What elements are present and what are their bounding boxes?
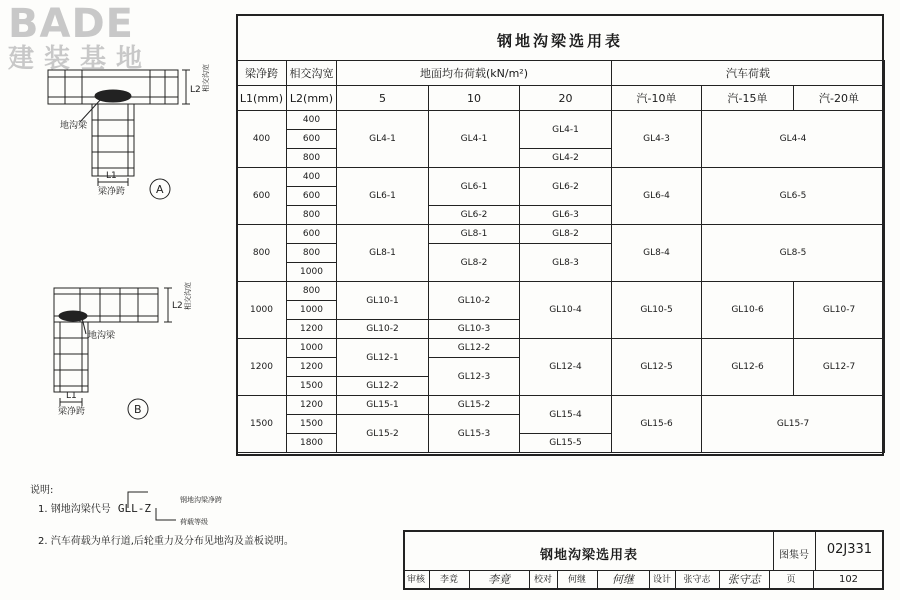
cell-span: 600 (237, 168, 287, 225)
header-span-2: L1(mm) (237, 86, 287, 111)
header-u5: 5 (337, 86, 429, 111)
cell-u5: GL10-2 (337, 320, 429, 339)
cell-u10: GL10-2 (429, 282, 520, 320)
cell-width: 800 (287, 206, 337, 225)
check-label: 校对 (533, 575, 552, 585)
cell-u20: GL6-2 (520, 168, 612, 206)
cell-v10: GL8-4 (612, 225, 702, 282)
cell-u20: GL4-1 (520, 111, 612, 149)
note-1-lower: 荷载等级 (180, 518, 208, 526)
cell-u10: GL12-2 (429, 339, 520, 358)
note-1-prefix: 1. 钢地沟梁代号 (38, 504, 111, 515)
logo-main-text: BADE (8, 1, 134, 47)
title-block-title: 钢地沟梁选用表 (539, 548, 638, 563)
cell-u20: GL12-4 (520, 339, 612, 396)
diagram-b-cross-label: 相交沟宽 (184, 282, 192, 310)
diagram-b-mark: B (134, 403, 142, 416)
page-number: 102 (838, 574, 859, 585)
cell-u5: GL10-1 (337, 282, 429, 320)
atlas-label: 图集号 (779, 550, 809, 561)
diagram-b-trench-label: 地沟梁 (88, 331, 116, 341)
check-signature: 何继 (612, 573, 634, 586)
cell-v15: GL10-6 (702, 282, 794, 339)
cell-u5: GL8-1 (337, 225, 429, 282)
note-1-leaders (117, 486, 190, 526)
cell-span: 800 (237, 225, 287, 282)
cell-width: 600 (287, 130, 337, 149)
header-width-2: L2(mm) (287, 86, 337, 111)
note-1-upper: 钢地沟梁净跨 (180, 496, 222, 504)
cell-u5: GL12-1 (337, 339, 429, 377)
cell-u10: GL12-3 (429, 358, 520, 396)
cell-v15: GL12-6 (702, 339, 794, 396)
cell-v10: GL10-5 (612, 282, 702, 339)
note-1-code: GLL-Z (117, 502, 152, 515)
cell-u10: GL15-2 (429, 396, 520, 415)
cell-v10: GL4-3 (612, 111, 702, 168)
diagram-a-span-label: 梁净跨 (98, 187, 126, 197)
cell-span: 400 (237, 111, 287, 168)
cell-v10: GL12-5 (612, 339, 702, 396)
header-vehicle-group: 汽车荷载 (612, 61, 885, 86)
cell-width: 1200 (287, 396, 337, 415)
table-title: 钢地沟梁选用表 (496, 32, 623, 50)
cell-u10: GL6-1 (429, 168, 520, 206)
cell-u10: GL4-1 (429, 111, 520, 168)
cell-span: 1000 (237, 282, 287, 339)
atlas-number: 02J331 (826, 542, 873, 557)
design-name: 张守志 (683, 575, 711, 585)
logo-sub-text: 建装基地 (8, 44, 153, 74)
selection-table (236, 60, 885, 453)
review-name: 李竟 (439, 575, 458, 585)
check-name: 何继 (567, 575, 586, 585)
header-v20: 汽-20单 (794, 86, 885, 111)
cell-width: 800 (287, 149, 337, 168)
cell-u20: GL15-4 (520, 396, 612, 434)
cell-width: 1000 (287, 263, 337, 282)
diagram-b-main-trench (54, 322, 88, 392)
diagram-b-l2-label: L2 (172, 301, 183, 311)
diagram-b-span-label: 梁净跨 (58, 407, 86, 417)
cell-u10: GL15-3 (429, 415, 520, 453)
plan-diagrams (20, 60, 235, 420)
diagram-a-l2-label: L2 (190, 85, 201, 95)
diagram-a-mark: A (156, 183, 164, 196)
cell-width: 1800 (287, 434, 337, 453)
cell-width: 400 (287, 111, 337, 130)
cell-u5: GL6-1 (337, 168, 429, 225)
header-uniform-group: 地面均布荷载(kN/m²) (337, 61, 612, 86)
design-label: 设计 (652, 575, 671, 585)
cell-v10: GL15-6 (612, 396, 702, 453)
cell-width: 1000 (287, 339, 337, 358)
review-signature: 李竟 (488, 573, 510, 586)
header-v15: 汽-15单 (702, 86, 794, 111)
cell-v20: GL12-7 (794, 339, 885, 396)
design-signature: 张守志 (727, 573, 761, 586)
cell-width: 1200 (287, 358, 337, 377)
cell-v15-v20: GL8-5 (702, 225, 885, 282)
cell-u5: GL15-2 (337, 415, 429, 453)
cell-u20: GL8-2 (520, 225, 612, 244)
cell-u20: GL8-3 (520, 244, 612, 282)
cell-v20: GL10-7 (794, 282, 885, 339)
cell-u5: GL4-1 (337, 111, 429, 168)
header-u20: 20 (520, 86, 612, 111)
header-span-1: 梁净跨 (237, 61, 287, 86)
header-v10: 汽-10单 (612, 86, 702, 111)
cell-v15-v20: GL6-5 (702, 168, 885, 225)
cell-span: 1500 (237, 396, 287, 453)
cell-width: 800 (287, 244, 337, 263)
cell-v10: GL6-4 (612, 168, 702, 225)
cell-v15-v20: GL15-7 (702, 396, 885, 453)
cell-u20: GL4-2 (520, 149, 612, 168)
diagram-a (48, 70, 190, 199)
cell-width: 1500 (287, 377, 337, 396)
review-label: 审核 (406, 575, 425, 585)
cell-width: 400 (287, 168, 337, 187)
page-label: 页 (786, 575, 796, 585)
cell-width: 1000 (287, 301, 337, 320)
cell-u10: GL6-2 (429, 206, 520, 225)
cell-width: 600 (287, 187, 337, 206)
cell-v15-v20: GL4-4 (702, 111, 885, 168)
title-block-signatures (403, 570, 884, 590)
header-width-1: 相交沟宽 (287, 61, 337, 86)
cell-u10: GL10-3 (429, 320, 520, 339)
cell-u20: GL6-3 (520, 206, 612, 225)
note-2: 2. 汽车荷载为单行道,后轮重力及分布见地沟及盖板说明。 (38, 536, 294, 547)
diagram-a-cross-label: 相交沟宽 (202, 64, 210, 92)
cell-width: 800 (287, 282, 337, 301)
cell-u10: GL8-2 (429, 244, 520, 282)
cell-u5: GL15-1 (337, 396, 429, 415)
cell-width: 1500 (287, 415, 337, 434)
cell-u20: GL15-5 (520, 434, 612, 453)
diagram-a-l1-label: L1 (106, 171, 117, 181)
cell-u10: GL8-1 (429, 225, 520, 244)
cell-span: 1200 (237, 339, 287, 396)
cell-width: 600 (287, 225, 337, 244)
cell-u5: GL12-2 (337, 377, 429, 396)
diagram-a-trench-label: 地沟梁 (60, 121, 88, 131)
notes-heading: 说明: (30, 485, 54, 496)
cell-u20: GL10-4 (520, 282, 612, 339)
diagram-b-l1-label: L1 (66, 391, 77, 401)
cell-width: 1200 (287, 320, 337, 339)
header-u10: 10 (429, 86, 520, 111)
